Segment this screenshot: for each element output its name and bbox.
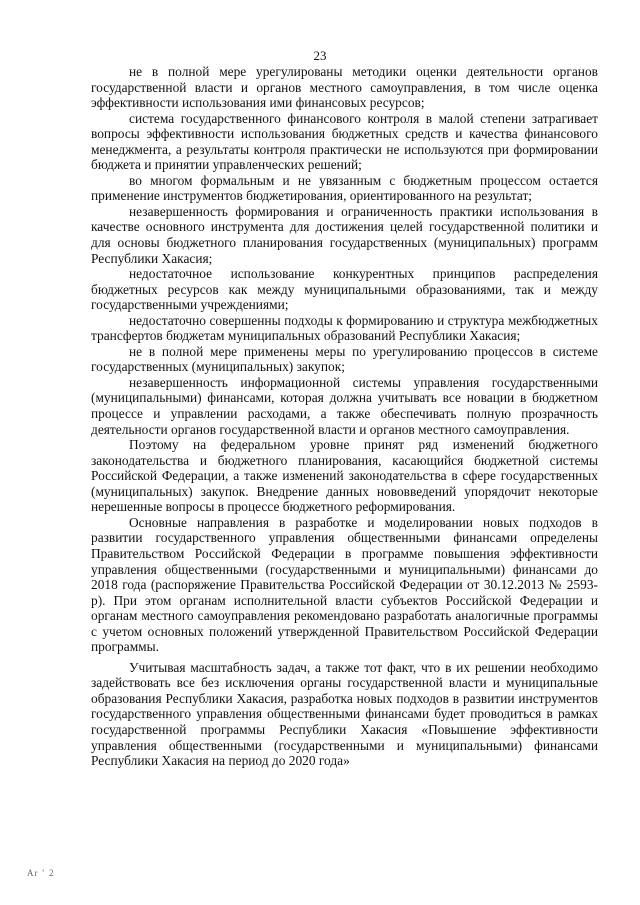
- paragraph-item-5: недостаточное использование конкурентных принципов распределения бюджетных ресурсов как между муниципальными образованиями, так и между государственными учреждениями;: [91, 266, 598, 313]
- paragraph-main-directions: Основные направления в разработке и моделировании новых подходов в развитии государственного управления общественными финансами определены Правительством Российской Федерации в программе повышения эффективности управления общественными (государственными и муниципальными) финансами до 2018 года (распоряжение Правительства Российской Федерации от 30.12.2013 № 2593-р). При этом органам исполнительной власти субъектов Российской Федерации и органам местного самоуправления рекомендовано разработать аналогичные программы с учетом основных положений утвержденной Правительством Российской Федерации программы.: [91, 514, 598, 655]
- paragraph-item-1: не в полной мере урегулированы методики оценки деятельности органов государственной власти и органов местного самоуправления, в том числе оценка эффективности использования ими финансовых ресурсов;: [91, 64, 598, 111]
- page-number: 23: [313, 48, 327, 63]
- paragraph-item-8: незавершенность информационной системы управления государственными (муниципальными) финансами, которая должна учитывать все новации в бюджетном процессе и управлении расходами, а также обеспечивать полную прозрачность деятельности органов государственной власти и органов местного самоуправления.: [91, 374, 598, 437]
- paragraph-item-2: система государственного финансового контроля в малой степени затрагивает вопросы эффективности использования бюджетных средств и качества финансового менеджмента, а результаты контроля практически не используются при формировании бюджета и принятии управленческих решений;: [91, 110, 598, 173]
- paragraph-item-6: недостаточно совершенны подходы к формированию и структура межбюджетных трансфертов бюджетам муниципальных образований Республики Хакасия;: [91, 312, 598, 344]
- body-text: [91, 64, 598, 769]
- scan-corner-mark: Ar ‛ 2: [27, 868, 55, 878]
- paragraph-federal-changes: Поэтому на федеральном уровне принят ряд изменений бюджетного законодательства и бюджетного планирования, касающийся бюджетной системы Российской Федерации, а также изменений законодательства в сфере государственных (муниципальных) закупок. Внедрение данных нововведений упорядочит некоторые нерешенные вопросы в процессе бюджетного реформирования.: [91, 437, 598, 515]
- paragraph-conclusion: Учитывая масштабность задач, а также тот факт, что в их решении необходимо задействовать все без исключения органы государственной власти и муниципальные образования Республики Хакасия, разработка новых подходов в развитии инструментов государственного управления общественными финансами будет проводиться в рамках государственной программы Республики Хакасия «Повышение эффективности управления общественными (государственными и муниципальными) финансами Республики Хакасия на период до 2020 года»: [91, 659, 598, 769]
- paragraph-item-4: незавершенность формирования и ограниченность практики использования в качестве основного инструмента для достижения целей государственной политики и для основы бюджетного планирования государственных (муниципальных) программ Республики Хакасия;: [91, 203, 598, 266]
- paragraph-item-7: не в полной мере применены меры по урегулированию процессов в системе государственных (муниципальных) закупок;: [91, 343, 598, 375]
- paragraph-item-3: во многом формальным и не увязанным с бюджетным процессом остается применение инструментов бюджетирования, ориентированного на результат;: [91, 172, 598, 204]
